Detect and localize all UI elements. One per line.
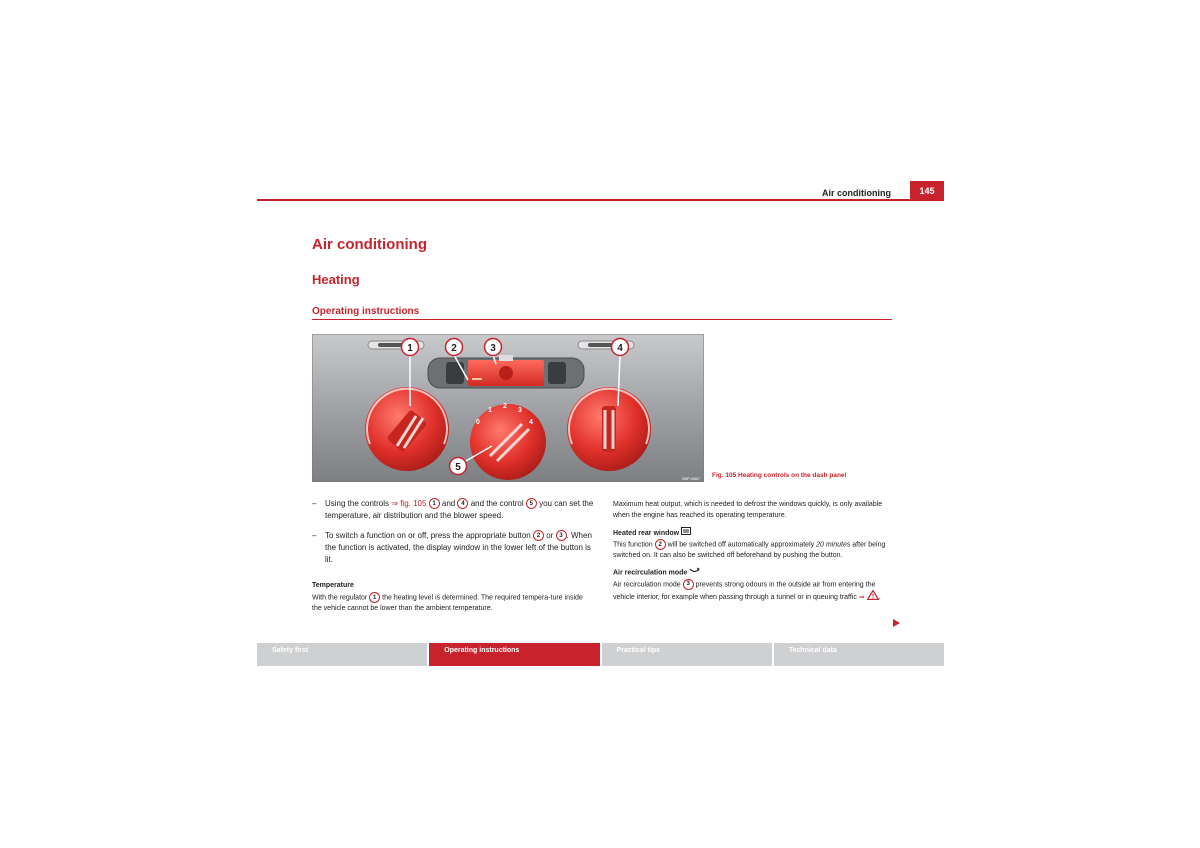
blower-dial-mark: 4 <box>529 419 533 426</box>
instruction-bullet-1: – Using the controls ⇒ fig. 105 1 and 4 and the control 5 you can set the temperature, air distribution and the blower speed. <box>312 499 594 520</box>
chapter-heading: Air conditioning <box>312 236 427 253</box>
page-number: 145 <box>910 181 944 201</box>
rear-window-defrost-icon <box>681 527 691 539</box>
footer-navigation <box>257 643 944 666</box>
dash-panel-illustration <box>312 334 704 482</box>
section-heading: Heating <box>312 272 360 287</box>
tab-safety-first[interactable]: Safety first <box>257 643 427 666</box>
callout-ref: 3 <box>556 530 567 541</box>
header-rule <box>257 199 944 201</box>
heating-controls-figure <box>312 334 704 482</box>
figure-caption: Fig. 105 Heating controls on the dash panel <box>712 472 847 479</box>
recirculation-icon <box>689 567 700 578</box>
callout-5 <box>450 458 467 475</box>
temperature-heading: Temperature <box>312 582 354 589</box>
tab-operating-instructions[interactable]: Operating instructions <box>429 643 599 666</box>
svg-text:1: 1 <box>407 343 413 354</box>
warning-reference-link[interactable]: ⇒ <box>858 593 865 601</box>
blower-dial-mark: 0 <box>476 419 480 426</box>
heat-output-text: Maximum heat output, which is needed to defrost the windows quickly, is only available when the engine has reached its operating temperature. <box>613 501 883 519</box>
blower-dial-mark: 2 <box>503 403 507 410</box>
callout-4 <box>612 339 629 356</box>
air-recirculation-heading: Air recirculation mode <box>613 567 893 578</box>
temperature-text: With the regulator 1 the heating level is determined. The required tempera-ture inside the vehicle cannot be lower than the ambient temperature. <box>312 592 594 614</box>
blower-dial-mark: 3 <box>518 407 522 414</box>
running-header-title: Air conditioning <box>822 188 891 198</box>
callout-ref: 1 <box>369 592 380 603</box>
svg-text:4: 4 <box>617 343 623 354</box>
right-column <box>613 499 893 604</box>
subsection-heading: Operating instructions <box>312 306 420 317</box>
heated-rear-window-text: This function 2 will be switched off automatically approximately 20 minutes after being switched on. It can also be switched off beforehand by pushing the button. <box>613 539 893 561</box>
callout-3 <box>485 339 502 356</box>
blower-dial-mark: 1 <box>488 407 492 414</box>
air-recirculation-text: Air recirculation mode 3 prevents strong odours in the outside air from entering the vehicle interior, for example when passing through a tunnel or in queuing traffic ⇒ . <box>613 579 893 604</box>
callout-2 <box>446 339 463 356</box>
warning-triangle-icon <box>867 590 879 604</box>
callout-ref: 1 <box>429 498 440 509</box>
tab-technical-data[interactable]: Technical data <box>774 643 944 666</box>
callout-ref: 2 <box>655 539 666 550</box>
callout-ref: 4 <box>457 498 468 509</box>
svg-text:3: 3 <box>490 343 496 354</box>
figure-reference-link[interactable]: ⇒ fig. 105 <box>391 499 427 508</box>
svg-text:2: 2 <box>451 343 457 354</box>
svg-text:5: 5 <box>455 462 461 473</box>
continue-arrow-icon <box>893 619 900 627</box>
figure-code: B5P-0667 <box>682 476 700 481</box>
subsection-rule <box>312 319 892 320</box>
callout-ref: 5 <box>526 498 537 509</box>
callout-1 <box>402 339 419 356</box>
callout-ref: 2 <box>533 530 544 541</box>
instruction-bullet-2: – To switch a function on or off, press the appropriate button 2 or 3 . When the function is activated, the display window in the lower left of the button is lit. <box>312 531 592 564</box>
callout-ref: 3 <box>683 579 694 590</box>
left-column <box>312 498 594 614</box>
heated-rear-window-heading: Heated rear window <box>613 527 893 539</box>
tab-practical-tips[interactable]: Practical tips <box>602 643 772 666</box>
